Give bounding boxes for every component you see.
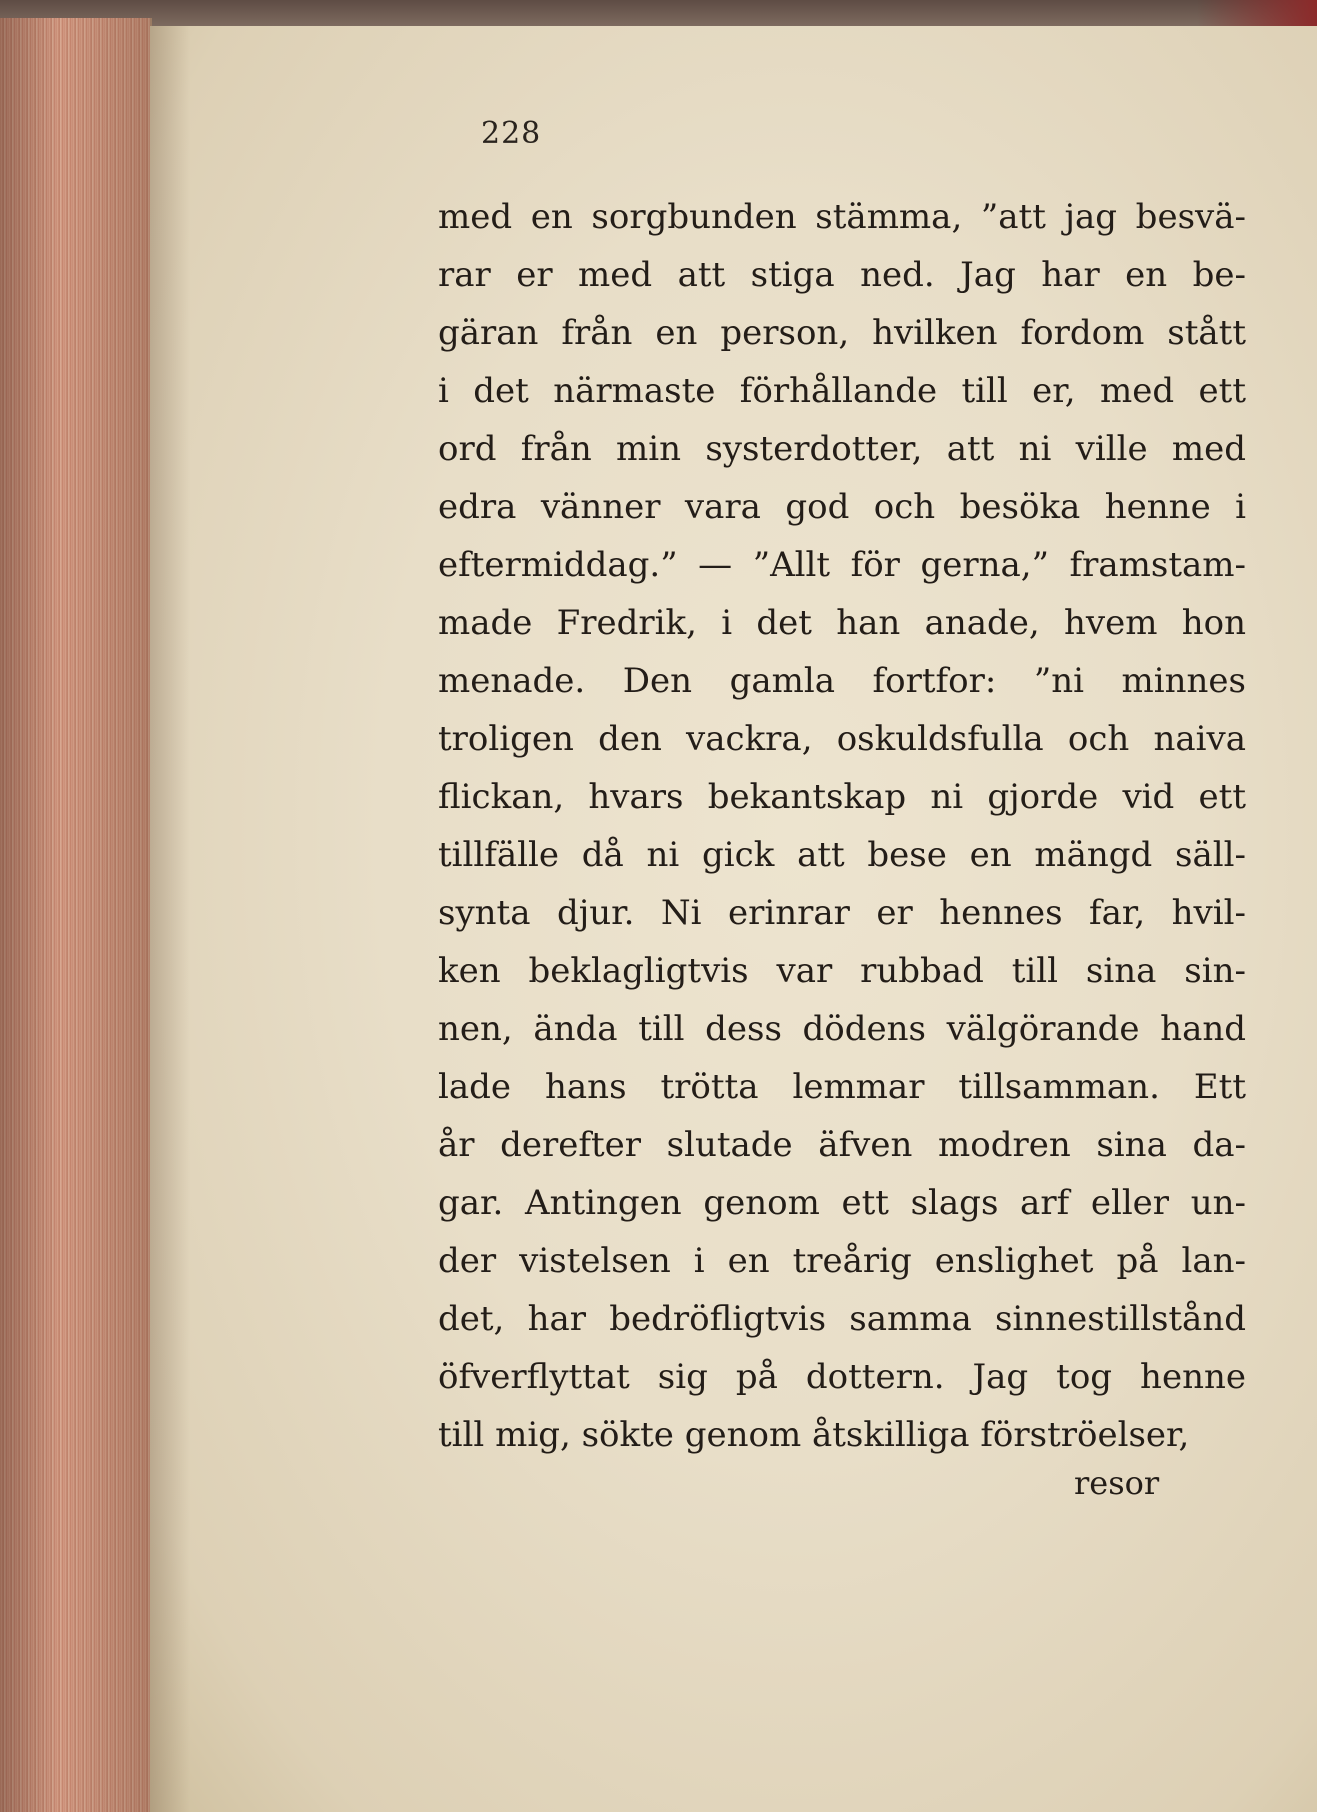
text-line: nen, ända till dess dödens välgörande hand [438,1009,1246,1049]
text-line: år derefter slutade äfven modren sina da- [438,1125,1246,1165]
text-line: synta djur. Ni erinrar er hennes far, hvil- [438,893,1246,933]
text-line: tillfälle då ni gick att bese en mängd säll- [438,835,1246,875]
text-line: gäran från en person, hvilken fordom stått [438,313,1246,353]
text-line: till mig, sökte genom åtskilliga förströelser, [438,1415,1190,1455]
text-line: det, har bedröfligtvis samma sinnestillstånd [438,1299,1246,1339]
text-line: med en sorgbunden stämma, ”att jag besvä- [438,197,1246,237]
text-line: ord från min systerdotter, att ni ville med [438,429,1246,469]
text-line: der vistelsen i en treårig enslighet på lan- [438,1241,1246,1281]
text-line: ken beklagligtvis var rubbad till sina sin- [438,951,1246,991]
catchword: resor [1074,1464,1160,1502]
text-line: menade. Den gamla fortfor: ”ni minnes [438,661,1246,701]
text-line: öfverflyttat sig på dottern. Jag tog henne [438,1357,1246,1397]
text-line: flickan, hvars bekantskap ni gjorde vid ett [438,777,1246,817]
text-line: edra vänner vara god och besöka henne i [438,487,1246,527]
text-line: i det närmaste förhållande till er, med ett [438,371,1246,411]
text-line: rar er med att stiga ned. Jag har en be- [438,255,1246,295]
text-line: troligen den vackra, oskuldsfulla och naiva [438,719,1246,759]
text-line: eftermiddag.” — ”Allt för gerna,” framstam- [438,545,1246,585]
text-line: lade hans trötta lemmar tillsamman. Ett [438,1067,1246,1107]
book-cover-edge [0,0,1317,26]
text-line: gar. Antingen genom ett slags arf eller un- [438,1183,1246,1223]
page-edges [0,18,152,1812]
text-line: made Fredrik, i det han anade, hvem hon [438,603,1246,643]
body-text [438,188,1246,1464]
page-number: 228 [481,116,542,151]
